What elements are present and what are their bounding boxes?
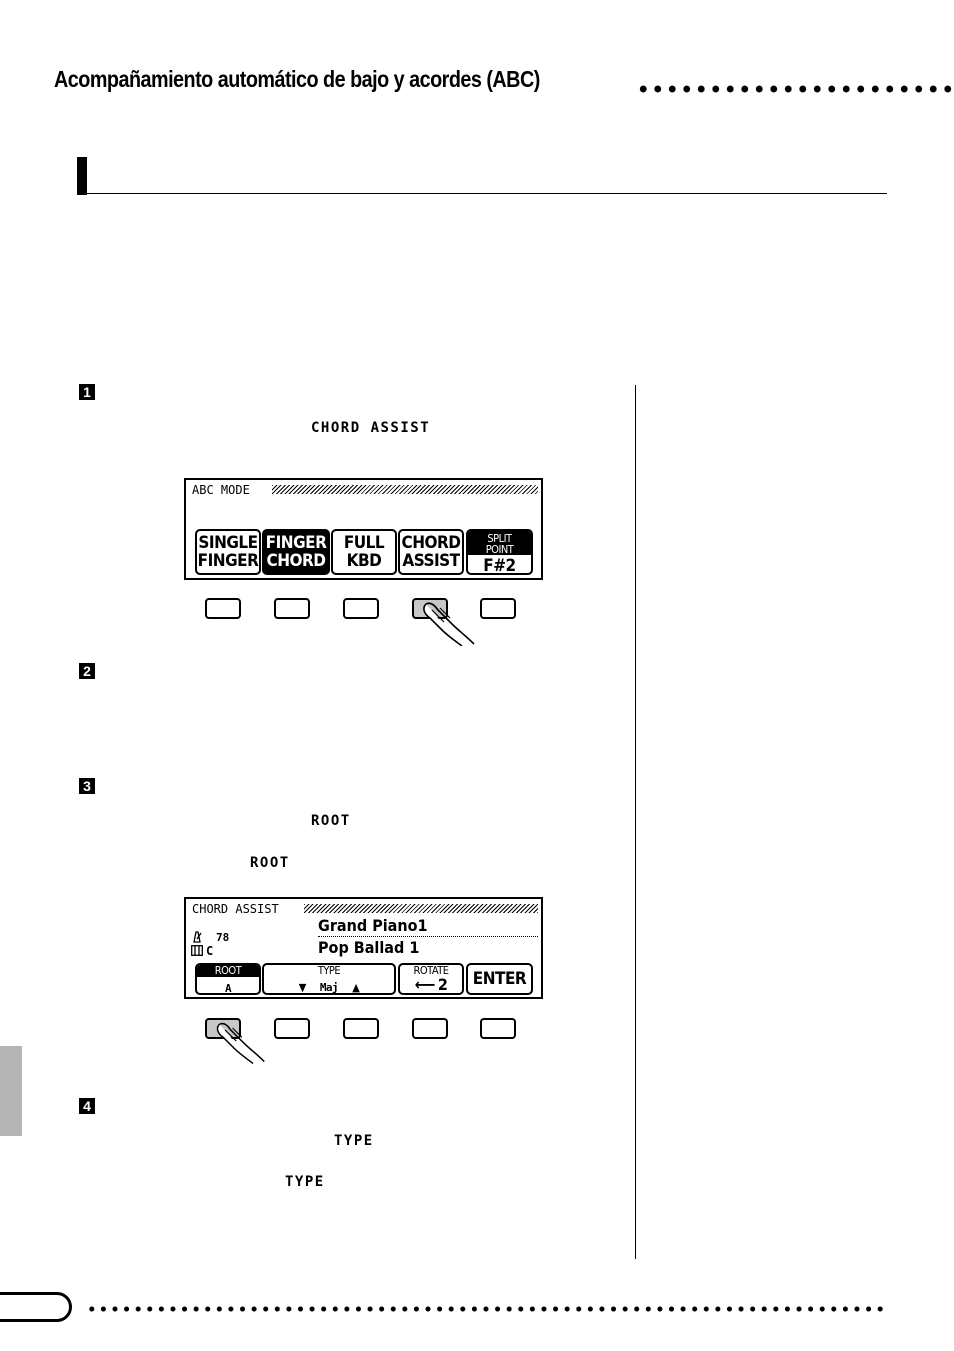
panel-button-3[interactable] <box>343 598 379 619</box>
enter-label: ENTER <box>472 969 527 989</box>
split-point-value: F#2 <box>483 556 516 576</box>
chapter-side-tab <box>0 1046 22 1136</box>
split-label-line: SPLIT <box>487 532 512 545</box>
lcd-button-finger-chord <box>262 529 330 575</box>
lcd-button-rotate <box>398 963 464 995</box>
panel-button-4[interactable] <box>412 1018 448 1039</box>
rotate-arrow-icon: ⟵ <box>414 975 435 994</box>
lcd-button-line: FINGER <box>265 533 327 553</box>
footer-dotted-rule <box>86 1305 888 1313</box>
lcd-button-enter <box>466 963 533 995</box>
section-heading-bar <box>77 157 87 195</box>
split-label-line: POINT <box>485 543 514 556</box>
step4-panel-word-1: TYPE <box>334 1133 374 1149</box>
lcd-title-hatch <box>272 485 538 494</box>
measure-icon <box>191 945 203 956</box>
rotate-controls <box>415 977 448 993</box>
lcd-button-line: FINGER <box>197 551 259 571</box>
chord-value: C <box>206 944 214 958</box>
step-marker-4: 4 <box>79 1098 95 1114</box>
lcd-button-line: SINGLE <box>198 533 258 553</box>
type-down-arrow: ▼ <box>298 981 306 994</box>
lcd-button-root <box>195 963 261 995</box>
type-value: Maj <box>319 981 339 994</box>
lcd-button-line: KBD <box>346 551 382 571</box>
panel-button-5[interactable] <box>480 598 516 619</box>
panel-button-2[interactable] <box>274 1018 310 1039</box>
lcd-button-single-finger <box>195 529 261 575</box>
lcd-button-full-kbd <box>331 529 397 575</box>
rotate-label: ROTATE <box>413 964 449 977</box>
page-header-title: Acompañamiento automático de bajo y acordes (ABC) <box>54 66 540 92</box>
column-divider <box>635 385 636 1259</box>
style-name: Pop Ballad 1 <box>318 938 420 957</box>
step4-panel-word-2: TYPE <box>285 1174 325 1190</box>
type-up-arrow: ▲ <box>352 981 360 994</box>
lcd-button-line: CHORD <box>266 551 326 571</box>
panel-button-1[interactable] <box>205 598 241 619</box>
step3-panel-word-1: ROOT <box>311 813 351 829</box>
split-point-label <box>468 531 531 555</box>
type-controls <box>299 979 360 997</box>
step1-panel-word: CHORD ASSIST <box>311 420 431 436</box>
panel-button-2[interactable] <box>274 598 310 619</box>
lcd-title: ABC MODE <box>192 483 254 497</box>
type-label: TYPE <box>317 964 341 977</box>
page-number-tab <box>0 1292 72 1322</box>
lcd-button-chord-assist <box>398 529 464 575</box>
step-marker-3: 3 <box>79 778 95 794</box>
lcd-screen-abc-mode <box>184 478 543 580</box>
lcd-button-type <box>262 963 396 995</box>
root-value: A <box>224 982 232 995</box>
lcd-title: CHORD ASSIST <box>192 902 283 916</box>
root-label: ROOT <box>197 965 259 977</box>
panel-button-5[interactable] <box>480 1018 516 1039</box>
pointing-hand-icon <box>418 600 478 646</box>
step3-panel-word-2: ROOT <box>250 855 290 871</box>
step-marker-1: 1 <box>79 384 95 400</box>
tempo-value: 78 <box>216 931 230 944</box>
lcd-screen-chord-assist <box>184 897 543 999</box>
lcd-button-line: FULL <box>343 533 385 553</box>
voice-divider <box>318 936 538 937</box>
panel-button-3[interactable] <box>343 1018 379 1039</box>
voice-name: Grand Piano1 <box>318 916 428 935</box>
step-marker-2: 2 <box>79 663 95 679</box>
pointing-hand-icon <box>212 1020 268 1064</box>
lcd-button-split-point <box>466 529 533 575</box>
lcd-title-hatch <box>304 904 538 913</box>
lcd-button-line: CHORD <box>401 533 461 553</box>
metronome-icon <box>191 931 203 943</box>
header-dotted-rule <box>636 84 954 94</box>
rotate-value: 2 <box>437 975 448 994</box>
section-heading-rule <box>87 193 887 194</box>
lcd-button-line: ASSIST <box>402 551 460 571</box>
